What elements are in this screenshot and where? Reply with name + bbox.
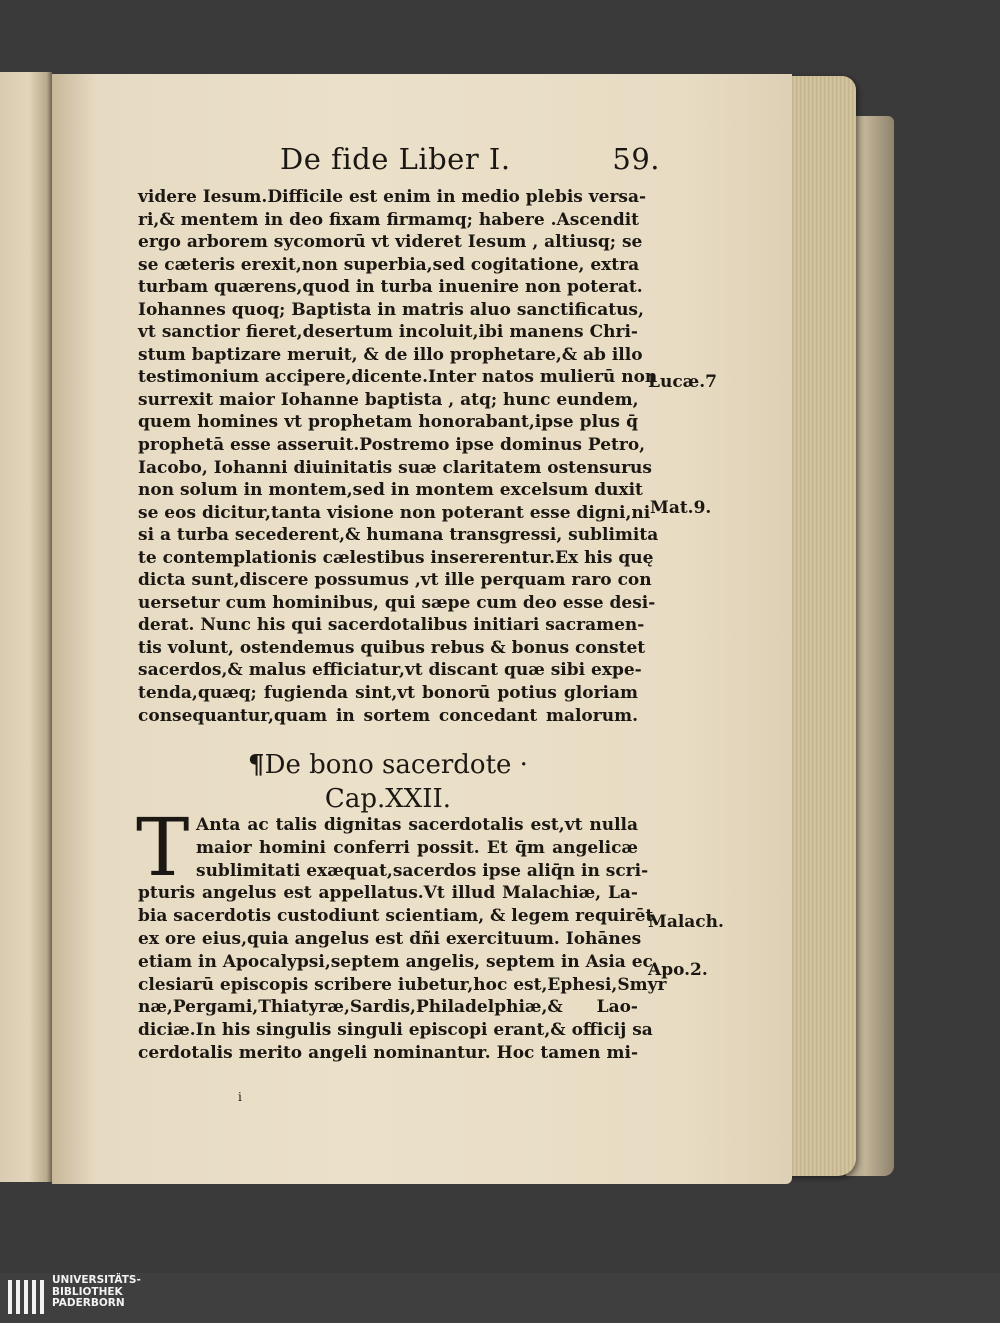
text-line: diciæ.In his singulis singuli episcopi erant,& officij sa (138, 1020, 653, 1041)
text-line: vt sanctior fieret,desertum incoluit,ibi manens Chri- (138, 322, 638, 343)
institution-line: PADERBORN (52, 1297, 125, 1309)
chapter-number: Cap.XXII. (324, 784, 452, 814)
text-line: derat. Nunc his qui sacerdotalibus initiari sacramen- (138, 615, 645, 636)
text-line: non solum in montem,sed in montem excelsum duxit (138, 480, 643, 501)
text-line: quem homines vt prophetam honorabant,ipse plus q̄ (138, 412, 638, 433)
text-line: se cæteris erexit,non superbia,sed cogitatione, extra (138, 254, 640, 275)
institution-line: BIBLIOTHEK (52, 1285, 123, 1298)
institution-name (52, 1275, 141, 1310)
chapter-title-line (138, 748, 638, 782)
text-line: te contemplationis cælestibus insererentur.Ex his quę (138, 547, 654, 568)
text-line: maior homini conferri possit. Et q̄m angelicæ (196, 837, 638, 858)
institution-line: UNIVERSITÄTS- (52, 1274, 141, 1286)
text-line: ri,& mentem in deo fixam firmamq; habere .Ascendit (138, 209, 640, 230)
text-line: consequantur,quam in sortem concedant malorum. (138, 705, 638, 726)
text-line: ergo arborem sycomorū vt videret Iesum , altiusq; se (138, 232, 643, 253)
chapter-heading (138, 748, 638, 816)
library-logo-icon (6, 1276, 48, 1318)
text-line: Iacobo, Iohanni diuinitatis suæ claritatem ostensurus (138, 457, 652, 478)
text-line: turbam quærens,quod in turba inuenire non poterat. (138, 277, 643, 298)
text-line: tenda,quæq; fugienda sint,vt bonorū potius gloriam (138, 683, 638, 704)
margin-note-malach: Malach. (648, 912, 724, 932)
running-head-title: De fide Liber I. (280, 142, 511, 176)
body-text (138, 186, 659, 727)
text-line: testimonium accipere,dicente.Inter natos mulierū non (138, 367, 658, 388)
pilcrow-icon: ¶ (248, 750, 265, 780)
text-line: tis volunt, ostendemus quibus rebus & bonus constet (138, 637, 646, 658)
text-line: clesiarū episcopis scribere iubetur,hoc est,Ephesi,Smyr (138, 974, 667, 995)
margin-note-lucae: Lucæ.7 (648, 372, 717, 392)
text-line: Iohannes quoq; Baptista in matris aluo sanctificatus, (138, 299, 644, 320)
page-number: 59. (612, 142, 660, 176)
text-line: cerdotalis merito angeli nominantur. Hoc tamen mi- (138, 1042, 638, 1063)
text-line: sublimitati exæquat,sacerdos ipse aliq̄n in scri- (196, 860, 649, 881)
left-page-edge (0, 72, 52, 1182)
text-line: pturis angelus est appellatus.Vt illud Malachiæ, La- (138, 883, 638, 904)
drop-cap: T (136, 801, 190, 894)
text-line: surrexit maior Iohanne baptista , atq; hunc eundem, (138, 389, 639, 410)
text-line: prophetā esse asseruit.Postremo ipse dominus Petro, (138, 435, 646, 456)
text-line: stum baptizare meruit, & de illo prophetare,& ab illo (138, 344, 643, 365)
text-line: se eos dicitur,tanta visione non poterant esse digni,ni (138, 502, 651, 523)
margin-note-mat: Mat.9. (650, 498, 712, 518)
chapter-body (136, 801, 667, 1065)
text-line: videre Iesum.Difficile est enim in medio plebis versa- (138, 187, 647, 207)
text-line: bia sacerdotis custodiunt scientiam, & legem requirēt (138, 906, 654, 927)
page-edges (786, 76, 856, 1176)
text-line: dicta sunt,discere possumus ,vt ille perquam raro con (138, 570, 652, 591)
signature-mark: i (238, 1090, 242, 1104)
margin-note-apo: Apo.2. (648, 960, 708, 980)
text-line: etiam in Apocalypsi,septem angelis, septem in Asia ec (138, 951, 653, 972)
footer-bar (0, 1273, 1000, 1323)
text-line: Anta ac talis dignitas sacerdotalis est,vt nulla (196, 815, 638, 835)
chapter-title: De bono sacerdote · (264, 750, 528, 780)
text-line: næ,Pergami,Thiatyræ,Sardis,Philadelphiæ,& Lao- (138, 997, 638, 1018)
text-line: ex ore eius,quia angelus est dñi exercituum. Iohānes (138, 928, 642, 949)
text-line: uersetur cum hominibus, qui sæpe cum deo esse desi- (138, 592, 656, 613)
running-head (280, 142, 660, 182)
text-line: si a turba secederent,& humana transgressi, sublimita (138, 525, 659, 546)
text-line: sacerdos,& malus efficiatur,vt discant quæ sibi expe- (138, 660, 642, 681)
